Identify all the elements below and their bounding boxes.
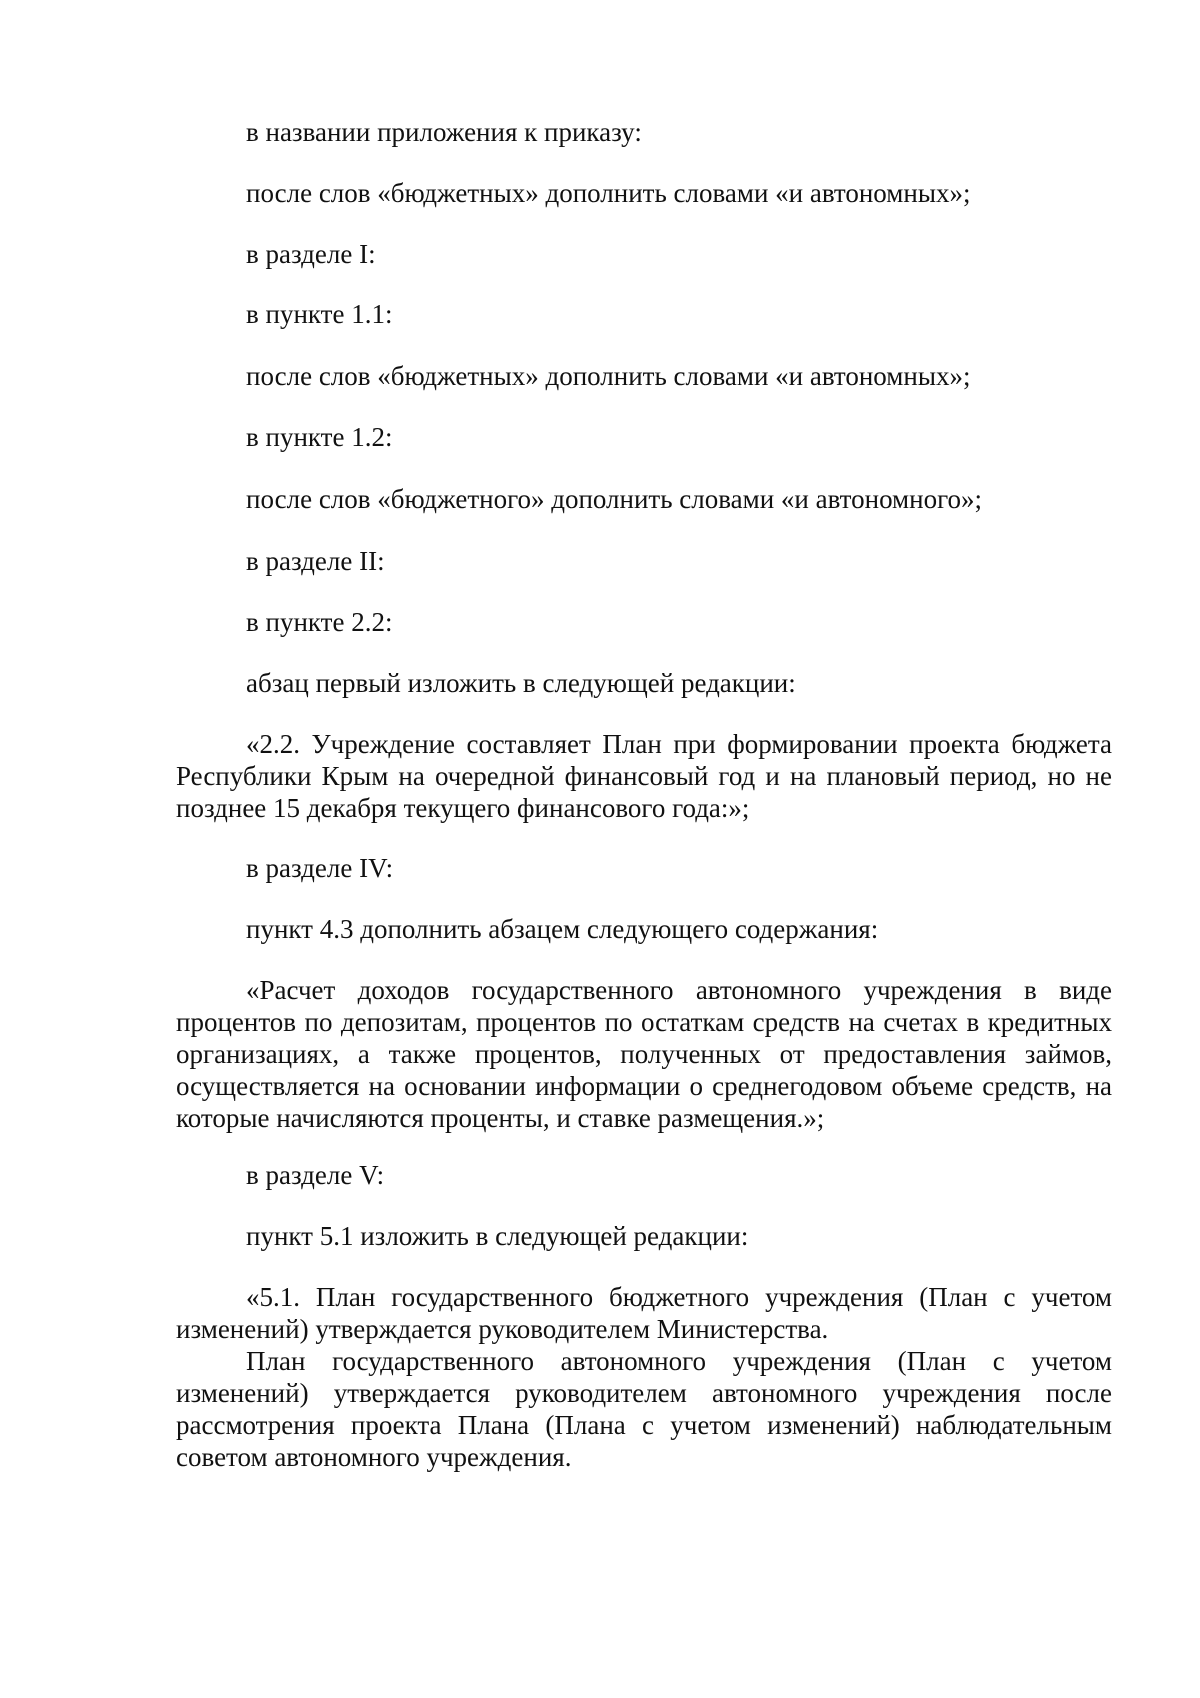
paragraph-amend-budgetary-2: после слов «бюджетных» дополнить словами «и автономных»; <box>246 361 971 391</box>
paragraph-section-2: в разделе II: <box>246 546 385 576</box>
paragraph-section-1: в разделе I: <box>246 239 376 269</box>
paragraph-point-1-2: в пункте 1.2: <box>246 422 393 452</box>
paragraph-point-2-2: в пункте 2.2: <box>246 607 393 637</box>
paragraph-point-5-1: пункт 5.1 изложить в следующей редакции: <box>246 1221 749 1251</box>
paragraph-quote-2-2: «2.2. Учреждение составляет План при формировании проекта бюджета Республики Крым на очередной финансовый год и на плановый период, но не позднее 15 декабря текущего финансового года:»; <box>176 729 1112 823</box>
paragraph-point-1-1: в пункте 1.1: <box>246 299 393 329</box>
paragraph-section-4: в разделе IV: <box>246 853 394 883</box>
paragraph-title-appendix: в названии приложения к приказу: <box>246 117 642 147</box>
paragraph-first-abzac: абзац первый изложить в следующей редакции: <box>246 668 796 698</box>
paragraph-quote-5-1: «5.1. План государственного бюджетного учреждения (План с учетом изменений) утверждается руководителем Министерства. <box>176 1282 1112 1344</box>
paragraph-amend-budgetary-1: после слов «бюджетных» дополнить словами «и автономных»; <box>246 178 971 208</box>
paragraph-autonomous-plan: План государственного автономного учреждения (План с учетом изменений) утверждается руководителем автономного учреждения после рассмотрения проекта Плана (Плана с учетом изменений) наблюдательным советом автономного учреждения. <box>176 1346 1112 1472</box>
paragraph-point-4-3: пункт 4.3 дополнить абзацем следующего содержания: <box>246 914 879 944</box>
paragraph-amend-budgetary-3: после слов «бюджетного» дополнить словами «и автономного»; <box>246 484 982 514</box>
paragraph-section-5: в разделе V: <box>246 1160 385 1190</box>
paragraph-quote-income-calc: «Расчет доходов государственного автономного учреждения в виде процентов по депозитам, процентов по остаткам средств на счетах в кредитных организациях, а также процентов, полученных от предоставления займов, осуществляется на основании информации о среднегодовом объеме средств, на которые начисляются проценты, и ставке размещения.»; <box>176 975 1112 1133</box>
